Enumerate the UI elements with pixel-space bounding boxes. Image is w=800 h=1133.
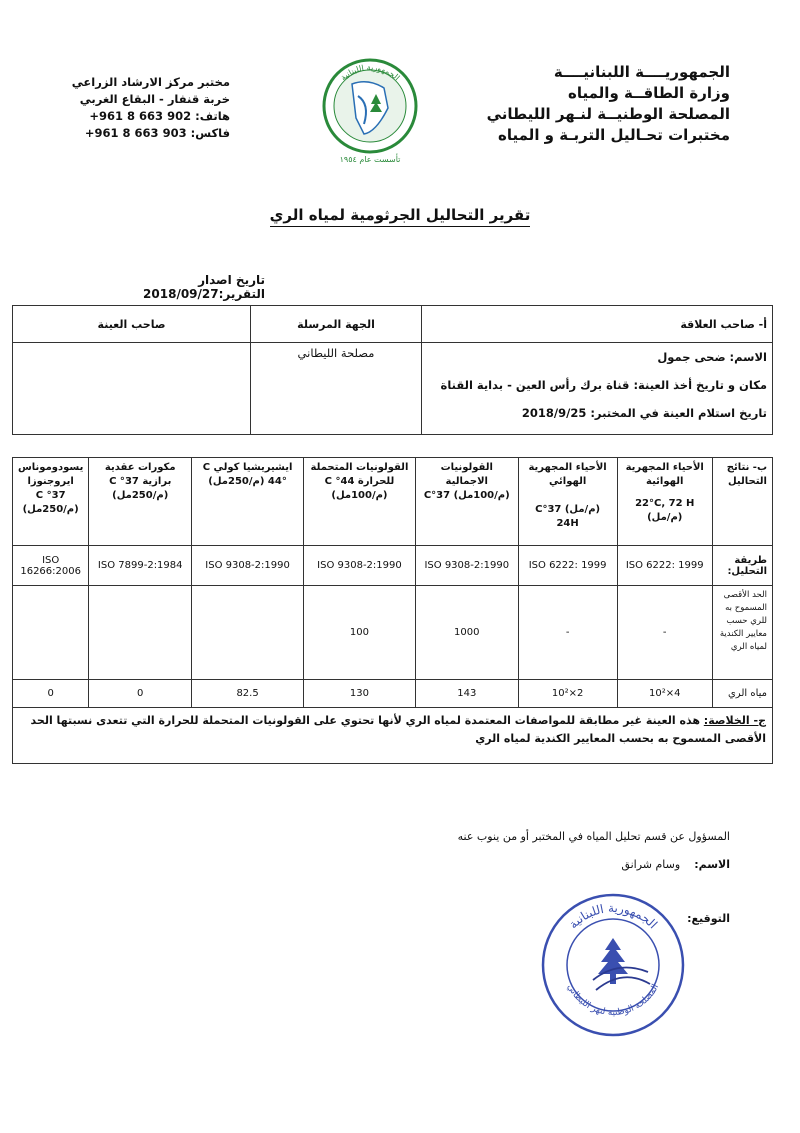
client-details xyxy=(422,343,773,435)
limit-cell: - xyxy=(518,586,617,680)
stamp-bottom-text: المصلحة الوطنية لنهر الليطاني xyxy=(564,982,662,1018)
signer-name-label: الاسم: xyxy=(694,858,730,871)
limit-cell: 100 xyxy=(304,586,416,680)
water-value: 2×10² xyxy=(518,680,617,708)
logo-top-text: الجمهورية اللبنانية xyxy=(338,62,402,83)
header-line: وزارة الطاقــة والمياه xyxy=(568,84,730,102)
header-organization xyxy=(400,62,730,146)
logo-bottom-text: تأسست عام ١٩٥٤ xyxy=(339,155,401,164)
signer-name: وسام شرانق xyxy=(621,858,681,871)
svg-text:المصلحة الوطنية لنهر الليطاني xyxy=(565,983,661,1018)
header-cell: الأحياء المجهرية الهوائي (م/مل) 37°C 24H xyxy=(518,458,617,546)
method-cell: ISO 9308-2:1990 xyxy=(192,546,304,586)
fax-number: +961 8 663 903 xyxy=(84,126,187,140)
info-table xyxy=(12,305,773,435)
phone-line xyxy=(70,108,230,125)
water-label: مياه الري xyxy=(712,680,772,708)
method-cell: ISO 6222: 1999 xyxy=(518,546,617,586)
header-cell: ايشيريشيا كولي C 44° (م/250مل) xyxy=(192,458,304,546)
header-cell: القولونيات المتحملة للحرارة 44° C (م/100مل) xyxy=(304,458,416,546)
litani-logo xyxy=(318,48,422,166)
signer-line xyxy=(430,858,730,871)
method-label: طريقة التحليل: xyxy=(712,546,772,586)
header-cell: يسودوموناس ايروجنوزا 37° C (م/250مل) xyxy=(13,458,89,546)
method-cell: ISO 7899-2:1984 xyxy=(89,546,192,586)
conclusion-label: ج- الخلاصة: xyxy=(703,714,766,727)
client-name: الاسم: ضحى جمول xyxy=(657,350,767,364)
responsible-text: المسؤول عن قسم تحليل المياه في المختبر أو من ينوب عنه xyxy=(457,830,730,843)
col-client: أ- صاحب العلاقة xyxy=(422,306,773,343)
col-sender: الجهة المرسلة xyxy=(251,306,422,343)
results-table xyxy=(12,457,773,764)
limit-cell xyxy=(192,586,304,680)
header-line: المصلحة الوطنيــة لنـهر الليطاني xyxy=(486,105,730,123)
water-value: 143 xyxy=(415,680,518,708)
method-cell: ISO 9308-2:1990 xyxy=(304,546,416,586)
header-line: مختبرات تحـاليل التربـة و المياه xyxy=(498,126,730,144)
phone-number: +961 8 663 902 xyxy=(89,109,192,123)
page-title: تقرير التحاليل الجرثومية لمياه الري xyxy=(0,206,800,224)
signature-label: التوقيع: xyxy=(687,912,730,925)
method-cell: ISO 16266:2006 xyxy=(13,546,89,586)
header-cell: الأحياء المجهرية الهوائية 22°C, 72 H (م/مل) xyxy=(617,458,712,546)
header-cell: القولونيات الاجمالية (م/100مل) 37°C xyxy=(415,458,518,546)
lab-name: مختبر مركز الارشاد الزراعي xyxy=(71,75,230,89)
water-value: 4×10² xyxy=(617,680,712,708)
header-line: الجمهوريــــة اللبنانيــــة xyxy=(553,63,730,81)
limit-cell: - xyxy=(617,586,712,680)
official-stamp xyxy=(538,890,688,1040)
lab-location: خربة قنفار - البقاع الغربي xyxy=(79,92,230,106)
method-cell: ISO 9308-2:1990 xyxy=(415,546,518,586)
owner-value xyxy=(13,343,251,435)
issue-date: تاريخ اصدار التقرير:2018/09/27 xyxy=(143,273,265,301)
water-value: 0 xyxy=(89,680,192,708)
water-value: 130 xyxy=(304,680,416,708)
stamp-top-text: الجمهورية اللبنانية xyxy=(566,900,661,932)
fax-line xyxy=(70,125,230,142)
header-contact xyxy=(70,74,230,142)
method-cell: ISO 6222: 1999 xyxy=(617,546,712,586)
water-value: 82.5 xyxy=(192,680,304,708)
limit-cell xyxy=(13,586,89,680)
sample-place-date: مكان و تاريخ أخذ العينة: قناة برك رأس العين - بداية القناة xyxy=(440,378,767,392)
header-cell: مكورات عقدية برازية 37° C (م/250مل) xyxy=(89,458,192,546)
svg-text:الجمهورية اللبنانية xyxy=(566,901,660,932)
limit-label: الحد الأقصى المسموح به للري حسب معايير الكندية لمياه الري xyxy=(712,586,772,680)
limit-cell: 1000 xyxy=(415,586,518,680)
col-owner: صاحب العينة xyxy=(13,306,251,343)
results-corner: ب- نتائج التحاليل xyxy=(712,458,772,546)
water-value: 0 xyxy=(13,680,89,708)
limit-cell xyxy=(89,586,192,680)
sender-value: مصلحة الليطاني xyxy=(251,343,422,435)
conclusion-text: هذه العينة غير مطابقة للمواصفات المعتمدة لمياه الري لأنها تحتوي على القولونيات المتحملة للحرارة التي تتعدى نسبتها الحد الأقصى المسموح به بحسب المعايير الكندية لمياه الري xyxy=(30,714,766,745)
received-date: تاريخ استلام العينة في المختبر: 2018/9/25 xyxy=(521,406,767,420)
fax-label: فاكس: xyxy=(190,126,230,140)
conclusion xyxy=(13,708,773,764)
phone-label: هاتف: xyxy=(195,109,230,123)
